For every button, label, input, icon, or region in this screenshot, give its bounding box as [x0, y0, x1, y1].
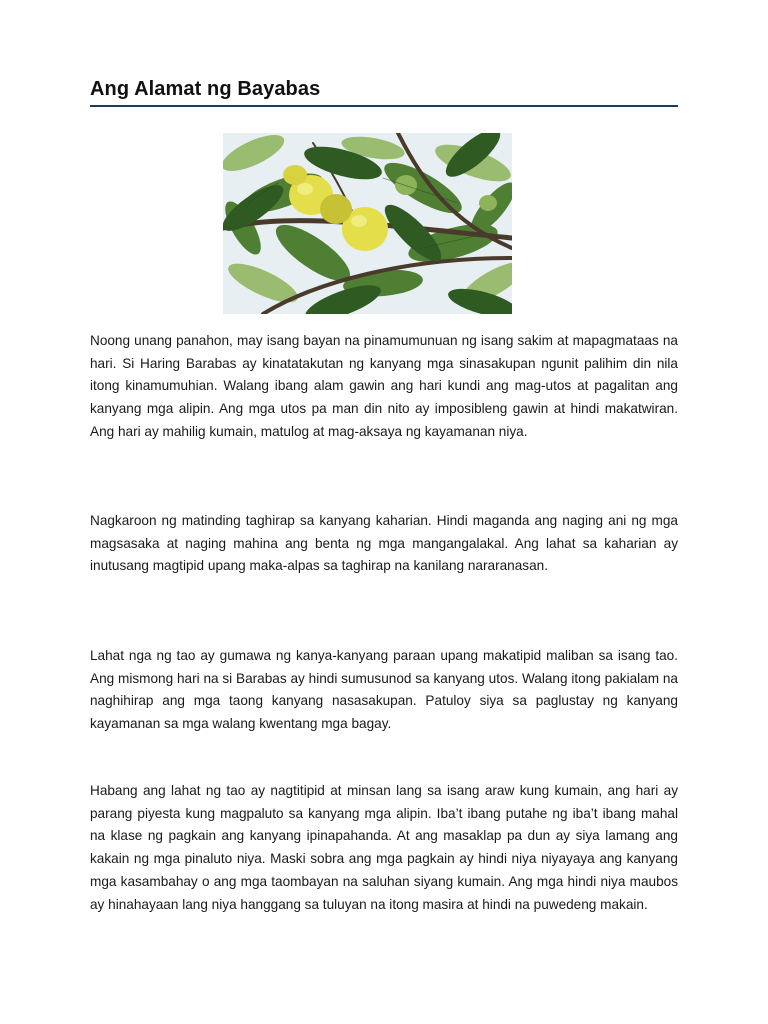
paragraph: Nagkaroon ng matinding taghirap sa kanyang kaharian. Hindi maganda ang naging ani ng mga magsasaka at naging mahina ang benta ng mga mangangalakal. Ang lahat sa kaharian ay inutusang magtipid upang maka-alpas sa taghirap na kanilang nararanasan. [90, 513, 678, 574]
guava-branch-image [223, 133, 512, 314]
document-title: Ang Alamat ng Bayabas [90, 78, 321, 100]
guava-illustration [223, 133, 512, 314]
paragraph: Lahat nga ng tao ay gumawa ng kanya-kanyang paraan upang makatipid maliban sa isang tao. Ang mismong hari na si Barabas ay hindi sumusunod sa kanyang utos. Walang itong pakialam na naghihirap ang mga taong kanyang nasasakupan. Patuloy siya sa paglustay ng kanyang kayamanan sa mga walang kwentang mga bagay. [90, 648, 678, 732]
title-underline [90, 105, 678, 107]
paragraph: Habang ang lahat ng tao ay nagtitipid at minsan lang sa isang araw kung kumain, ang hari ay parang piyesta kung magpaluto sa kanyang mga alipin. Iba’t ibang putahe ng iba’t ibang mahal na klase ng pagkain ang kanyang ipinapahanda. At ang masaklap pa dun ay siya lamang ang kakain ng mga pinaluto niya. Maski sobra ang mga pagkain ay hindi niya niyayaya ang kanyang mga kasambahay o ang mga taombayan na saluhan siyang kumain. Ang mga hindi niya maubos ay hinahayaan lang niya hanggang sa tuluyan na itong masira at hindi na puwedeng makain. [90, 783, 678, 912]
paragraph: Noong unang panahon, may isang bayan na pinamumunuan ng isang sakim at mapagmataas na hari. Si Haring Barabas ay kinatatakutan ng kanyang mga sinasakupan ngunit palihim din nila itong kinamumuhian. Walang ibang alam gawin ang hari kundi ang mag-utos at pagalitan ang kanyang mga alipin. Ang mga utos pa man din nito ay imposibleng gawin at hindi makatwiran. Ang hari ay mahilig kumain, matulog at mag-aksaya ng kayamanan niya. [90, 333, 678, 439]
